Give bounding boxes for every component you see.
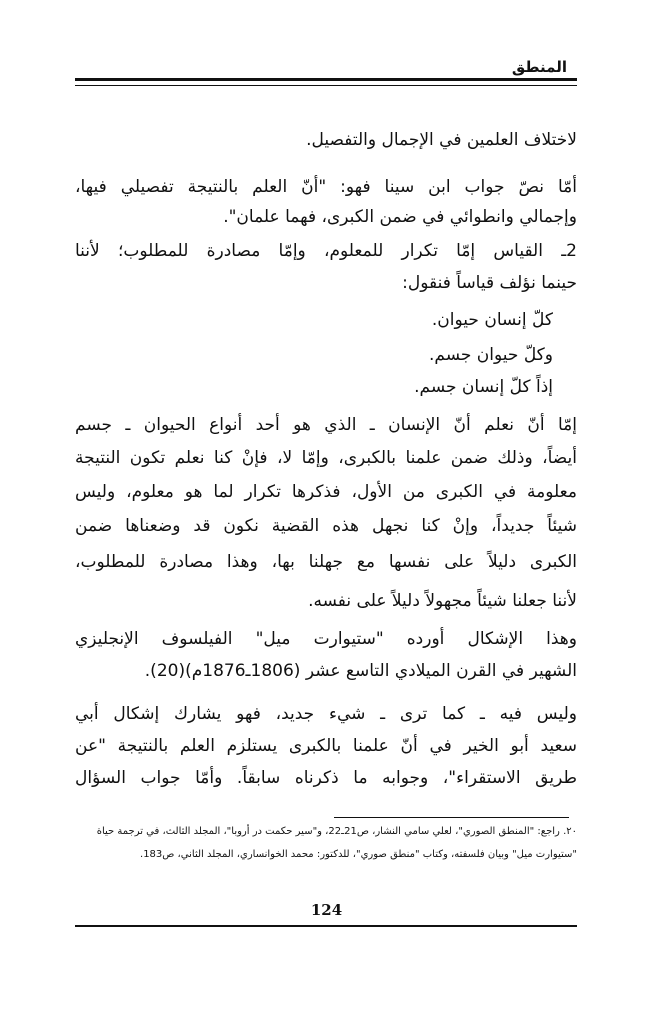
text-line: شيئاً جديداً، وإنْ كنا نجهل هذه القضية نكون قد وضعناها ضمن <box>75 516 577 536</box>
footnote-line: ٢٠. راجع: "المنطق الصوري"، لعلي سامي النشار، ص21ـ22، و"سير حكمت در أروبا"، المجلد الثالث، في ترجمة حياة <box>96 826 577 837</box>
syllogism-line: وكلّ حيوان جسم. <box>428 345 553 365</box>
header-rule-thin <box>75 85 577 86</box>
text-line: وإجمالي وانطوائي في ضمن الكبرى، فهما علمان". <box>223 207 577 227</box>
text-line: وليس فيه ـ كما ترى ـ شيء جديد، فهو يشارك إشكال أبي <box>75 704 577 724</box>
text-line: وهذا الإشكال أورده "ستيوارت ميل" الفيلسوف الإنجليزي <box>75 629 577 649</box>
running-head: المنطق <box>511 58 567 76</box>
text-line: 2ـ القياس إمّا تكرار للمعلوم، وإمّا مصادرة للمطلوب؛ لأننا <box>75 241 577 261</box>
text-line: الشهير في القرن الميلادي التاسع عشر (1806ـ1876م)(20). <box>144 661 577 681</box>
text-line: لاختلاف العلمين في الإجمال والتفصيل. <box>306 130 577 150</box>
syllogism-line: كلّ إنسان حيوان. <box>431 310 553 330</box>
text-line: لأننا جعلنا شيئاً مجهولاً دليلاً على نفسه. <box>308 591 577 611</box>
page-number: 124 <box>310 901 343 919</box>
text-line: معلومة في الكبرى من الأول، فذكرها تكرار لما هو معلوم، وليس <box>75 482 577 502</box>
text-line: أمّا نصّ جواب ابن سينا فهو: "أنّ العلم بالنتيجة تفصيلي فيها، <box>75 177 577 197</box>
text-line: سعيد أبو الخير في أنّ علمنا بالكبرى يستلزم العلم بالنتيجة "عن <box>75 736 577 756</box>
header-rule-thick <box>75 78 577 81</box>
footnote-rule <box>334 817 569 818</box>
text-line: حينما نؤلف قياساً فنقول: <box>402 273 577 293</box>
bottom-rule <box>75 925 577 927</box>
text-line: الكبرى دليلاً على نفسها مع جهلنا بها، وهذا مصادرة للمطلوب، <box>75 552 577 572</box>
syllogism-line: إذاً كلّ إنسان جسم. <box>414 377 553 397</box>
text-line: أيضاً، وذلك ضمن علمنا بالكبرى، وإمّا لا، فإنْ كنا نعلم تكون النتيجة <box>75 448 577 468</box>
text-line: إمّا أنّ نعلم أنّ الإنسان ـ الذي هو أحد أنواع الحيوان ـ جسم <box>75 415 577 435</box>
footnote-line: "ستيوارت ميل" وبيان فلسفته، وكتاب "منطق صوري"، للدكتور: محمد الخوانساري، المجلد الثاني، ص183. <box>140 849 577 860</box>
text-line: طريق الاستقراء"، وجوابه ما ذكرناه سابقاً. وأمّا جواب السؤال <box>75 768 577 788</box>
